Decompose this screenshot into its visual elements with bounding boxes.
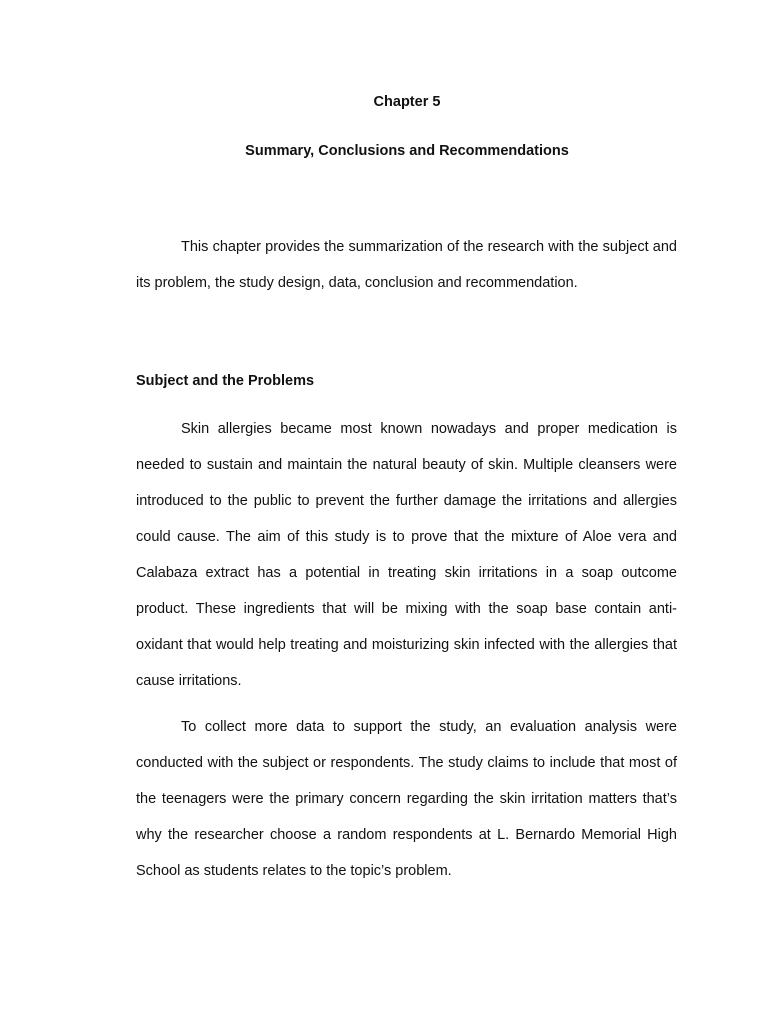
intro-paragraph: This chapter provides the summarization of the research with the subject and its problem, the study design, data, conclusion and recommendation. <box>136 239 677 291</box>
body-paragraph-2: To collect more data to support the study, an evaluation analysis were conducted with the subject or respondents. The study claims to include that most of the teenagers were the primary concern regarding the skin irritation matters that’s why the researcher choose a random respondents at L. Bernardo Memorial High School as students relates to the topic’s problem. <box>136 719 677 879</box>
chapter-number: Chapter 5 <box>373 94 441 110</box>
chapter-title: Summary, Conclusions and Recommendations <box>245 143 569 159</box>
body-paragraph-1: Skin allergies became most known nowadays and proper medication is needed to sustain and maintain the natural beauty of skin. Multiple cleansers were introduced to the public to prevent the further damage the irritations and allergies could cause. The aim of this study is to prove that the mixture of Aloe vera and Calabaza extract has a potential in treating skin irritations in a soap outcome product. These ingredients that will be mixing with the soap base contain anti-oxidant that would help treating and moisturizing skin infected with the allergies that cause irritations. <box>136 421 677 689</box>
section-heading: Subject and the Problems <box>136 373 315 389</box>
